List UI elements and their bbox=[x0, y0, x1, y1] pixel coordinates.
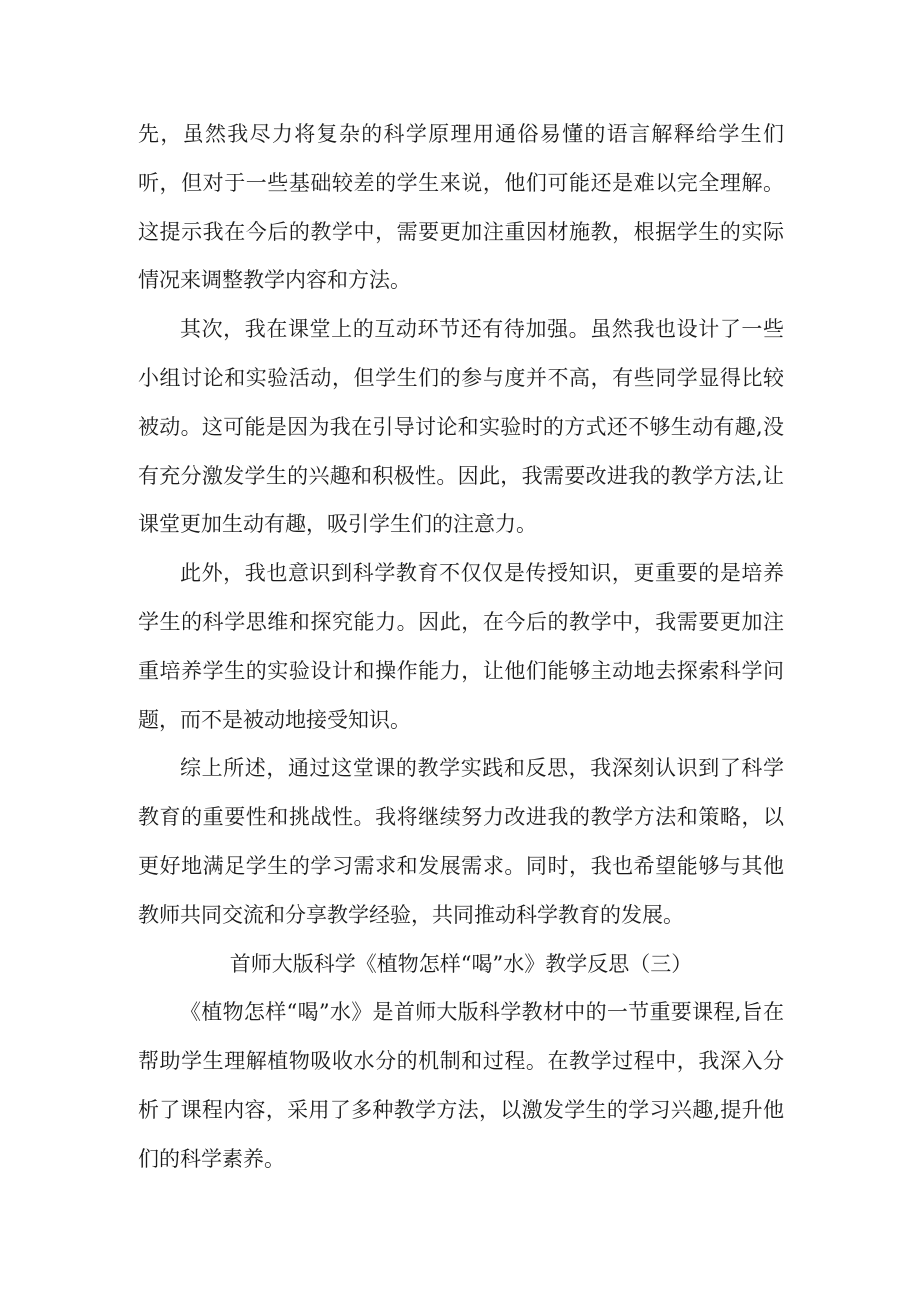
paragraph-continued: 先，虽然我尽力将复杂的科学原理用通俗易懂的语言解释给学生们听，但对于一些基础较差的学生来说，他们可能还是难以完全理解。这提示我在今后的教学中，需要更加注重因材施教，根据学生的实际情况来调整教学内容和方法。 bbox=[138, 122, 784, 293]
document-body bbox=[138, 110, 784, 1184]
paragraph-furthermore: 此外，我也意识到科学教育不仅仅是传授知识，更重要的是培养学生的科学思维和探究能力。因此，在今后的教学中，我需要更加注重培养学生的实验设计和操作能力，让他们能够主动地去探索科学问题，而不是被动地接受知识。 bbox=[138, 561, 784, 732]
paragraph-section-intro: 《植物怎样“喝”水》是首师大版科学教材中的一节重要课程,旨在帮助学生理解植物吸收水分的机制和过程。在教学过程中，我深入分析了课程内容，采用了多种教学方法，以激发学生的学习兴趣,提升他们的科学素养。 bbox=[138, 1000, 784, 1171]
paragraph-summary: 综上所述，通过这堂课的教学实践和反思，我深刻认识到了科学教育的重要性和挑战性。我将继续努力改进我的教学方法和策略，以更好地满足学生的学习需求和发展需求。同时，我也希望能够与其他教师共同交流和分享教学经验，共同推动科学教育的发展。 bbox=[138, 756, 784, 927]
section-title: 首师大版科学《植物怎样“喝”水》教学反思（三） bbox=[229, 951, 693, 976]
paragraph-secondly: 其次，我在课堂上的互动环节还有待加强。虽然我也设计了一些小组讨论和实验活动，但学生们的参与度并不高，有些同学显得比较被动。这可能是因为我在引导讨论和实验时的方式还不够生动有趣,没有充分激发学生的兴趣和积极性。因此，我需要改进我的教学方法,让课堂更加生动有趣，吸引学生们的注意力。 bbox=[138, 317, 784, 537]
